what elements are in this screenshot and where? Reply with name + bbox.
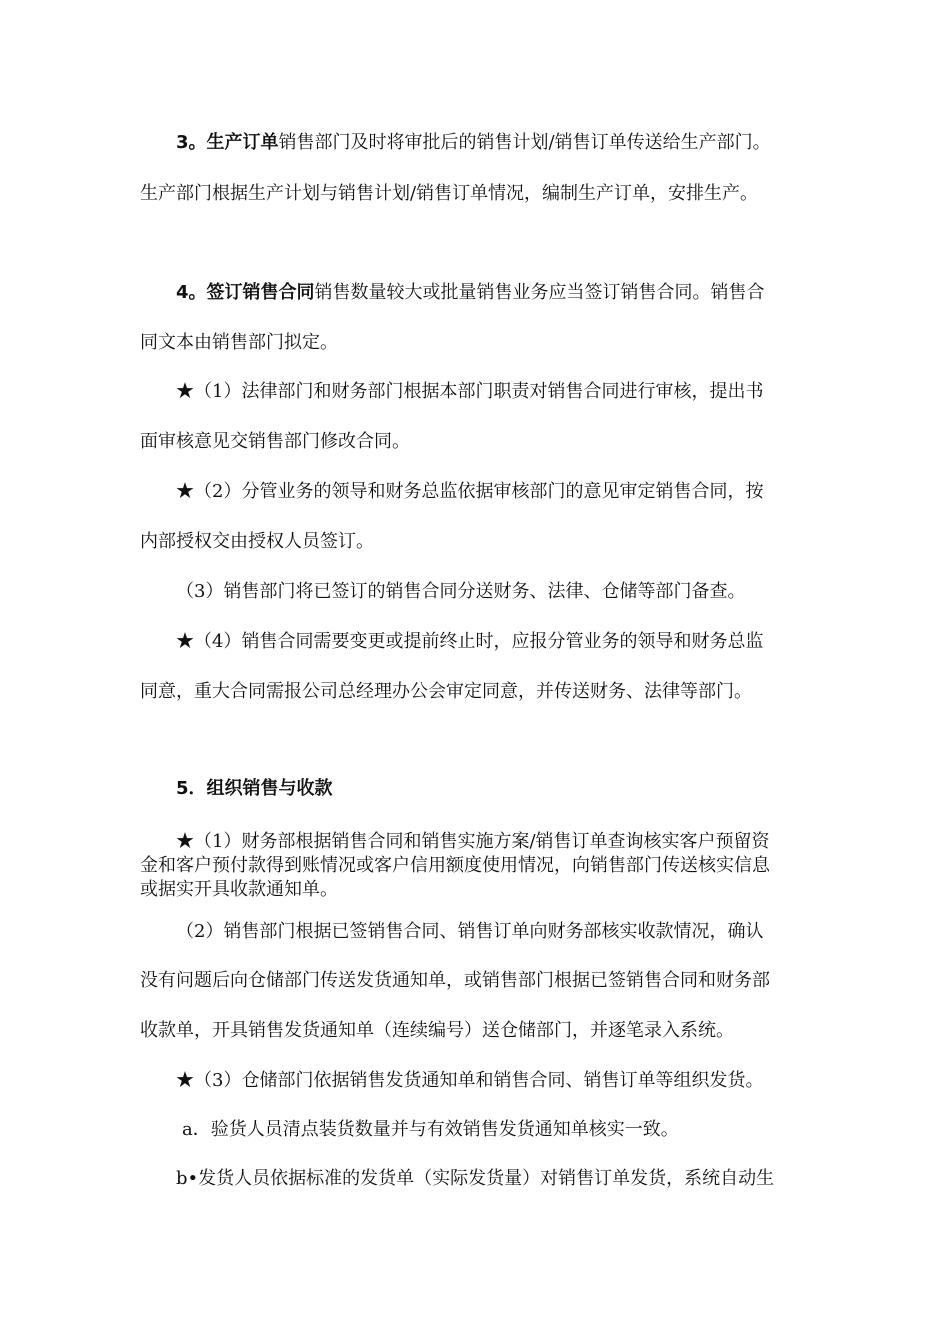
section-4-item-2-line-1: ★（2）分管业务的领导和财务总监依据审核部门的意见审定销售合同，按 bbox=[176, 481, 764, 502]
section-5-item-3-line-1: ★（3）仓储部门依据销售发货通知单和销售合同、销售订单等组织发货。 bbox=[176, 1070, 764, 1091]
section-5-item-2-line-3: 收款单，开具销售发货通知单（连续编号）送仓储部门，并逐笔录入系统。 bbox=[140, 1020, 734, 1041]
section-5-sub-b: b•发货人员依据标准的发货单（实际发货量）对销售订单发货，系统自动生 bbox=[176, 1168, 775, 1189]
section-4-item-3-line-1: （3）销售部门将已签订的销售合同分送财务、法律、仓储等部门备查。 bbox=[176, 581, 746, 602]
section-4-item-1-line-2: 面审核意见交销售部门修改合同。 bbox=[140, 431, 410, 452]
section-4-heading: 4。签订销售合同 bbox=[176, 282, 315, 303]
section-5-item-1-line-3: 或据实开具收款通知单。 bbox=[140, 879, 338, 900]
section-5-heading: 5．组织销售与收款 bbox=[176, 778, 333, 799]
section-4-item-4-line-2: 同意，重大合同需报公司总经理办公会审定同意，并传送财务、法律等部门。 bbox=[140, 681, 752, 702]
section-4-item-1-line-1: ★（1）法律部门和财务部门根据本部门职责对销售合同进行审核，提出书 bbox=[176, 381, 764, 402]
section-5-item-2-line-1: （2）销售部门根据已签销售合同、销售订单向财务部核实收款情况，确认 bbox=[176, 921, 764, 942]
section-4-line-1 bbox=[176, 281, 820, 305]
section-5-item-1-line-2: 金和客户预付款得到账情况或客户信用额度使用情况，向销售部门传送核实信息 bbox=[140, 855, 770, 876]
section-4-line-2: 同文本由销售部门拟定。 bbox=[140, 332, 338, 353]
section-5-sub-a: a．验货人员清点装货数量并与有效销售发货通知单核实一致。 bbox=[182, 1119, 679, 1140]
section-4-item-4-line-1: ★（4）销售合同需要变更或提前终止时，应报分管业务的领导和财务总监 bbox=[176, 631, 764, 652]
section-3-line-1 bbox=[176, 131, 820, 155]
section-4-text: 销售数量较大或批量销售业务应当签订销售合同。销售合 bbox=[314, 282, 765, 303]
section-3-line-2: 生产部门根据生产计划与销售计划/销售订单情况，编制生产订单，安排生产。 bbox=[140, 183, 759, 204]
section-3-heading: 3。生产订单 bbox=[176, 132, 279, 153]
section-3-text: 销售部门及时将审批后的销售计划/销售订单传送给生产部门。 bbox=[278, 132, 771, 153]
section-4-item-2-line-2: 内部授权交由授权人员签订。 bbox=[140, 531, 374, 552]
section-5-item-1-line-1: ★（1）财务部根据销售合同和销售实施方案/销售订单查询核实客户预留资 bbox=[176, 831, 770, 852]
section-5-item-2-line-2: 没有问题后向仓储部门传送发货通知单，或销售部门根据已签销售合同和财务部 bbox=[140, 970, 770, 991]
